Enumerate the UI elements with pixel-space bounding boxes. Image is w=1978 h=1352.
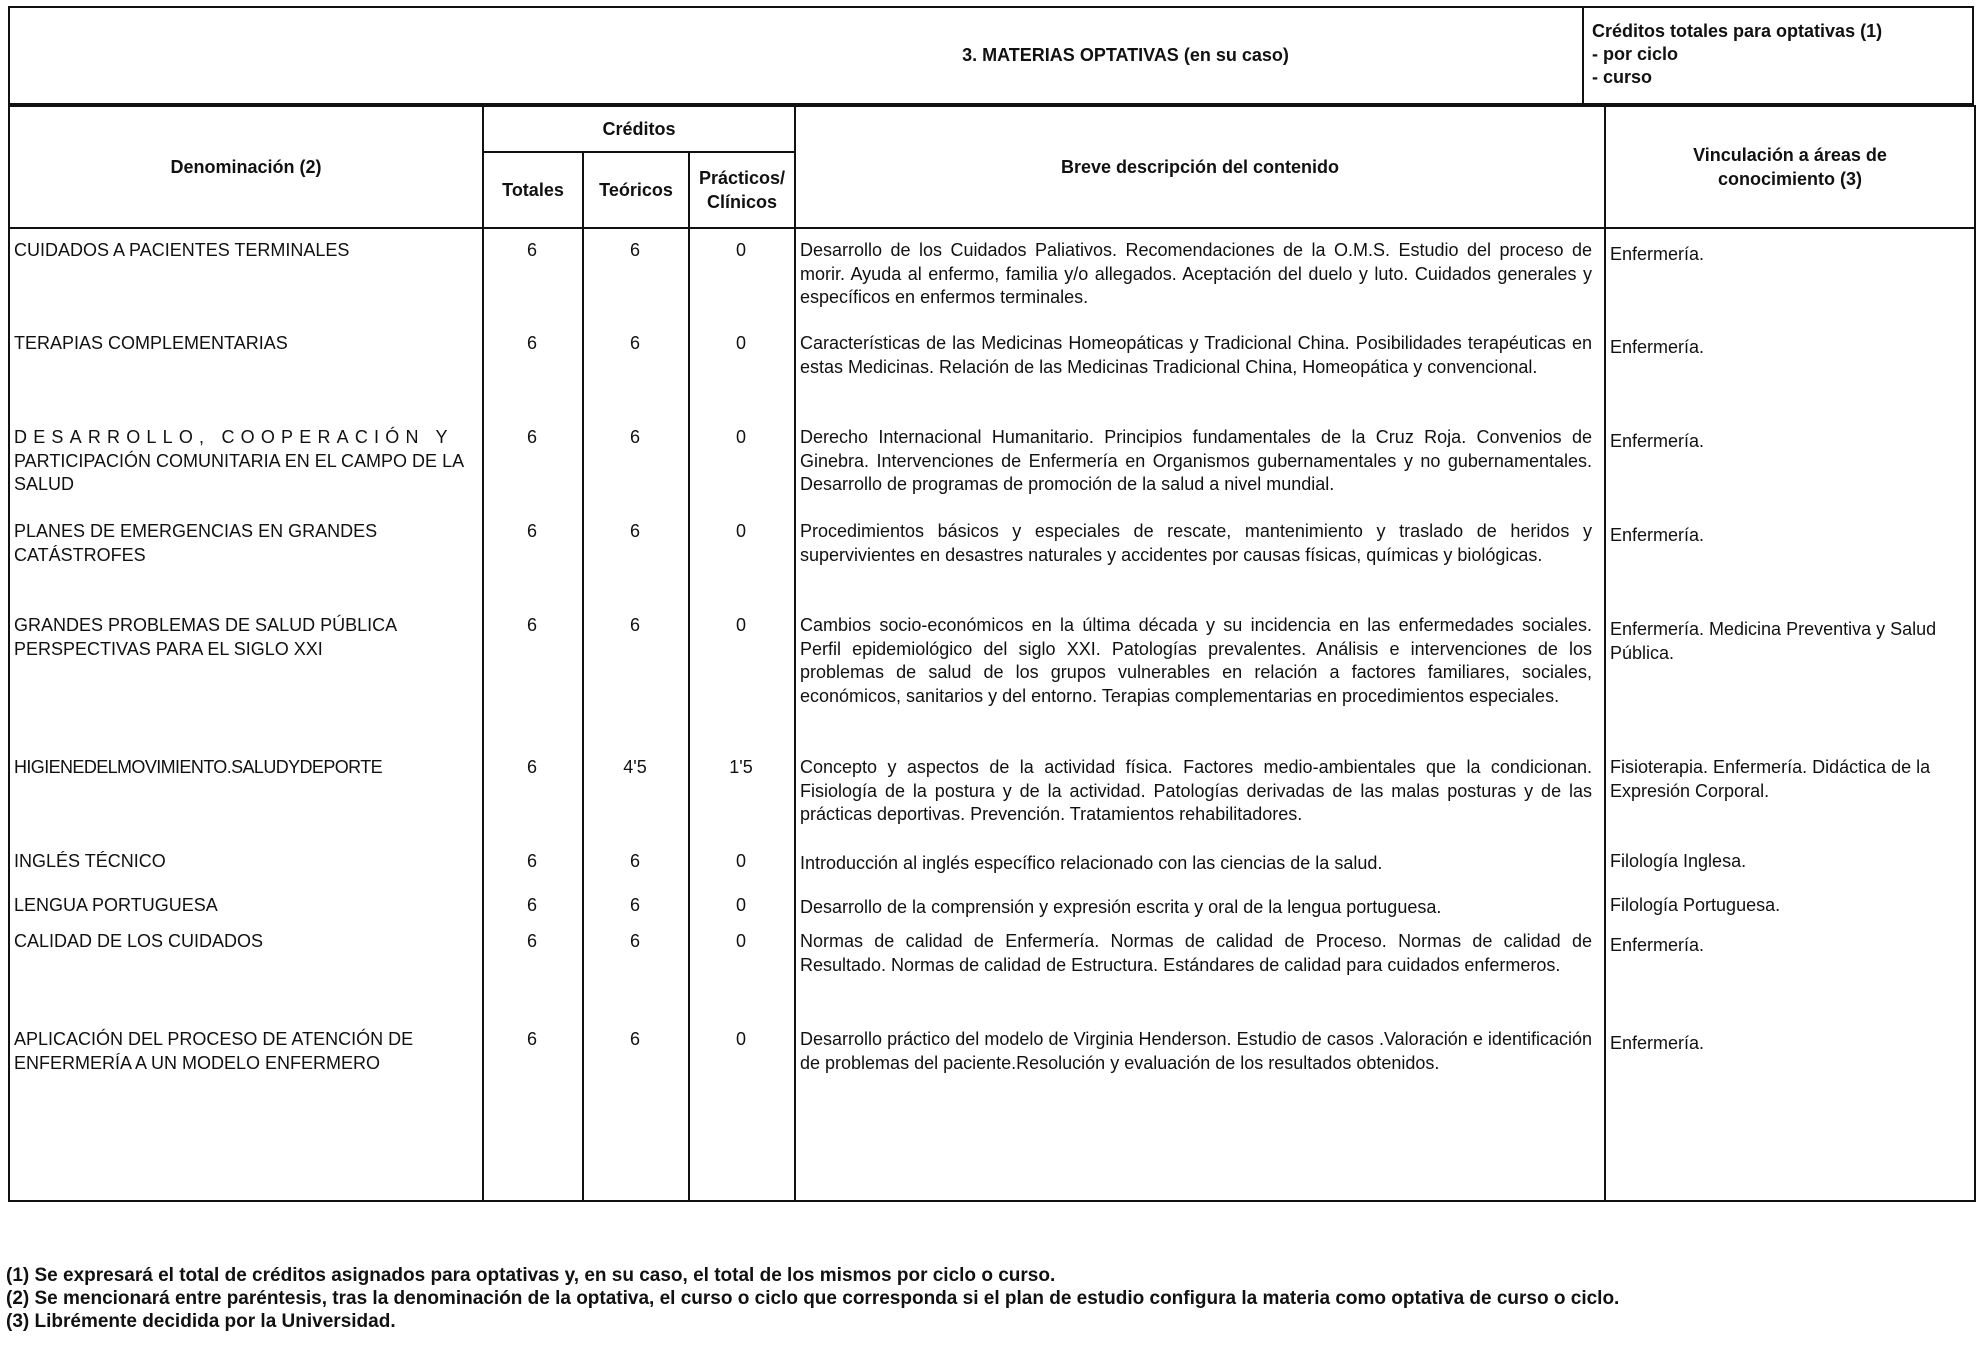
subject-name: CALIDAD DE LOS CUIDADOS [9,926,483,1024]
credits-total: 6 [483,228,583,322]
credits-total: 6 [483,1024,583,1201]
table-row [9,840,1975,890]
subject-name: LENGUA PORTUGUESA [9,890,483,926]
knowledge-area: Enfermería. Medicina Preventiva y Salud Pública. [1605,604,1975,746]
knowledge-area: Enfermería. [1605,1024,1975,1201]
footnote: (1) Se expresará el total de créditos asignados para optativas y, en su caso, el total de los mismos por ciclo o curso. [6,1265,1056,1286]
title-table [8,6,1974,105]
credits-practice: 0 [689,840,795,890]
subject-description: Derecho Internacional Humanitario. Principios fundamentales de la Cruz Roja. Convenios de Ginebra. Intervenciones de Enfermería en Organismos gubernamentales y no gubernamentales. Desarrollo de programas de promoción de la salud a nivel mundial. [795,416,1605,510]
subject-name-line: PARTICIPACIÓN COMUNITARIA EN EL CAMPO DE LA SALUD [14,450,464,494]
page-title: 3. MATERIAS OPTATIVAS (en su caso) [9,7,1583,104]
credits-total: 6 [483,322,583,416]
credit-totals-line: - curso [1592,67,1653,87]
credits-practice: 0 [689,926,795,1024]
knowledge-area: Fisioterapia. Enfermería. Didáctica de la Expresión Corporal. [1605,746,1975,840]
credits-practice: 0 [689,1024,795,1201]
subject-name: CUIDADOS A PACIENTES TERMINALES [9,228,483,322]
subject-name: GRANDES PROBLEMAS DE SALUD PÚBLICA PERSPECTIVAS PARA EL SIGLO XXI [9,604,483,746]
credit-totals-line: - por ciclo [1592,44,1679,64]
footnote: (2) Se mencionará entre paréntesis, tras la denominación de la optativa, el curso o ciclo que corresponda si el plan de estudio configura la materia como optativa de curso o ciclo. [6,1288,1620,1309]
col-header-totales: Totales [483,152,583,228]
subject-name: TERAPIAS COMPLEMENTARIAS [9,322,483,416]
subject-description: Introducción al inglés específico relacionado con las ciencias de la salud. [795,840,1605,890]
subject-description: Concepto y aspectos de la actividad física. Factores medio-ambientales que la condicionan. Fisiología de la postura y de la actividad. Patologías derivadas de las malas posturas y de las prácticas deportivas. Prevención. Tratamientos rehabilitadores. [795,746,1605,840]
credits-practice: 1'5 [689,746,795,840]
subject-name: APLICACIÓN DEL PROCESO DE ATENCIÓN DE ENFERMERÍA A UN MODELO ENFERMERO [9,1024,483,1201]
credits-theory: 6 [583,1024,689,1201]
subject-description: Cambios socio-económicos en la última década y su incidencia en las enfermedades sociales. Perfil epidemiológico del siglo XXI. Patologías prevalentes. Análisis e intervenciones de los problemas de salud de los grupos vulnerables en relación a factores familiares, sociales, económicos, sanitarios y del entorno. Terapias complementarias en procedimientos especiales. [795,604,1605,746]
subject-name: PLANES DE EMERGENCIAS EN GRANDES CATÁSTROFES [9,510,483,604]
table-row [9,890,1975,926]
subject-description: Características de las Medicinas Homeopáticas y Tradicional China. Posibilidades terapéuticas en estas Medicinas. Relación de las Medicinas Tradicional China, Homeopática y convencional. [795,322,1605,416]
col-header-practicos-line: Prácticos/ [698,168,786,188]
footnotes [6,1264,1619,1333]
credits-practice: 0 [689,510,795,604]
subjects-table [8,105,1976,1202]
col-header-practicos-line: Clínicos [706,192,777,212]
credits-theory: 6 [583,322,689,416]
table-row [9,416,1975,510]
credits-theory: 6 [583,926,689,1024]
credits-theory: 6 [583,840,689,890]
credits-practice: 0 [689,890,795,926]
footnote: (3) Librémente decidida por la Universidad. [6,1311,396,1332]
subject-description: Desarrollo de los Cuidados Paliativos. Recomendaciones de la O.M.S. Estudio del proceso de morir. Ayuda al enfermo, familia y/o allegados. Aceptación del duelo y luto. Cuidados generales y específicos en enfermos terminales. [795,228,1605,322]
credits-practice: 0 [689,416,795,510]
col-header-vinculacion [1605,106,1975,228]
knowledge-area: Enfermería. [1605,228,1975,322]
table-row [9,926,1975,1024]
credits-practice: 0 [689,228,795,322]
col-header-vinculacion-line: conocimiento (3) [1717,169,1862,189]
subject-description: Procedimientos básicos y especiales de rescate, mantenimiento y traslado de heridos y supervivientes en desastres naturales y accidentes por causas físicas, químicas y biológicas. [795,510,1605,604]
credits-theory: 6 [583,416,689,510]
subject-name: INGLÉS TÉCNICO [9,840,483,890]
knowledge-area: Filología Portuguesa. [1605,890,1975,926]
credits-practice: 0 [689,322,795,416]
subject-description: Desarrollo de la comprensión y expresión escrita y oral de la lengua portuguesa. [795,890,1605,926]
credits-theory: 6 [583,890,689,926]
credits-total: 6 [483,746,583,840]
table-row [9,510,1975,604]
credits-theory: 6 [583,228,689,322]
credits-practice: 0 [689,604,795,746]
credits-total: 6 [483,890,583,926]
subject-name-line: DESARROLLO, COOPERACIÓN Y [14,427,454,447]
table-row [9,322,1975,416]
credits-total: 6 [483,416,583,510]
knowledge-area: Enfermería. [1605,322,1975,416]
credit-totals-note [1583,7,1973,104]
col-header-teoricos: Teóricos [583,152,689,228]
table-row [9,746,1975,840]
table-row [9,1024,1975,1201]
knowledge-area: Enfermería. [1605,510,1975,604]
credits-theory: 6 [583,604,689,746]
knowledge-area: Enfermería. [1605,416,1975,510]
credits-total: 6 [483,840,583,890]
subject-name: HIGIENEDELMOVIMIENTO.SALUDYDEPORTE [9,746,483,840]
credits-total: 6 [483,604,583,746]
table-row [9,604,1975,746]
subject-name [9,416,483,510]
credits-total: 6 [483,926,583,1024]
col-header-vinculacion-line: Vinculación a áreas de [1693,145,1887,165]
table-row [9,228,1975,322]
col-header-denominacion: Denominación (2) [9,106,483,228]
col-header-practicos [689,152,795,228]
credits-total: 6 [483,510,583,604]
credits-theory: 6 [583,510,689,604]
knowledge-area: Enfermería. [1605,926,1975,1024]
credits-theory: 4'5 [583,746,689,840]
col-header-creditos: Créditos [483,106,795,152]
knowledge-area: Filología Inglesa. [1605,840,1975,890]
subject-description: Normas de calidad de Enfermería. Normas de calidad de Proceso. Normas de calidad de Resultado. Normas de calidad de Estructura. Estándares de calidad para cuidados enfermeros. [795,926,1605,1024]
subject-description: Desarrollo práctico del modelo de Virginia Henderson. Estudio de casos .Valoración e identificación de problemas del paciente.Resolución y evaluación de los resultados obtenidos. [795,1024,1605,1201]
optativas-sheet [8,6,1974,1202]
credit-totals-line: Créditos totales para optativas (1) [1592,21,1883,41]
col-header-descripcion: Breve descripción del contenido [795,106,1605,228]
